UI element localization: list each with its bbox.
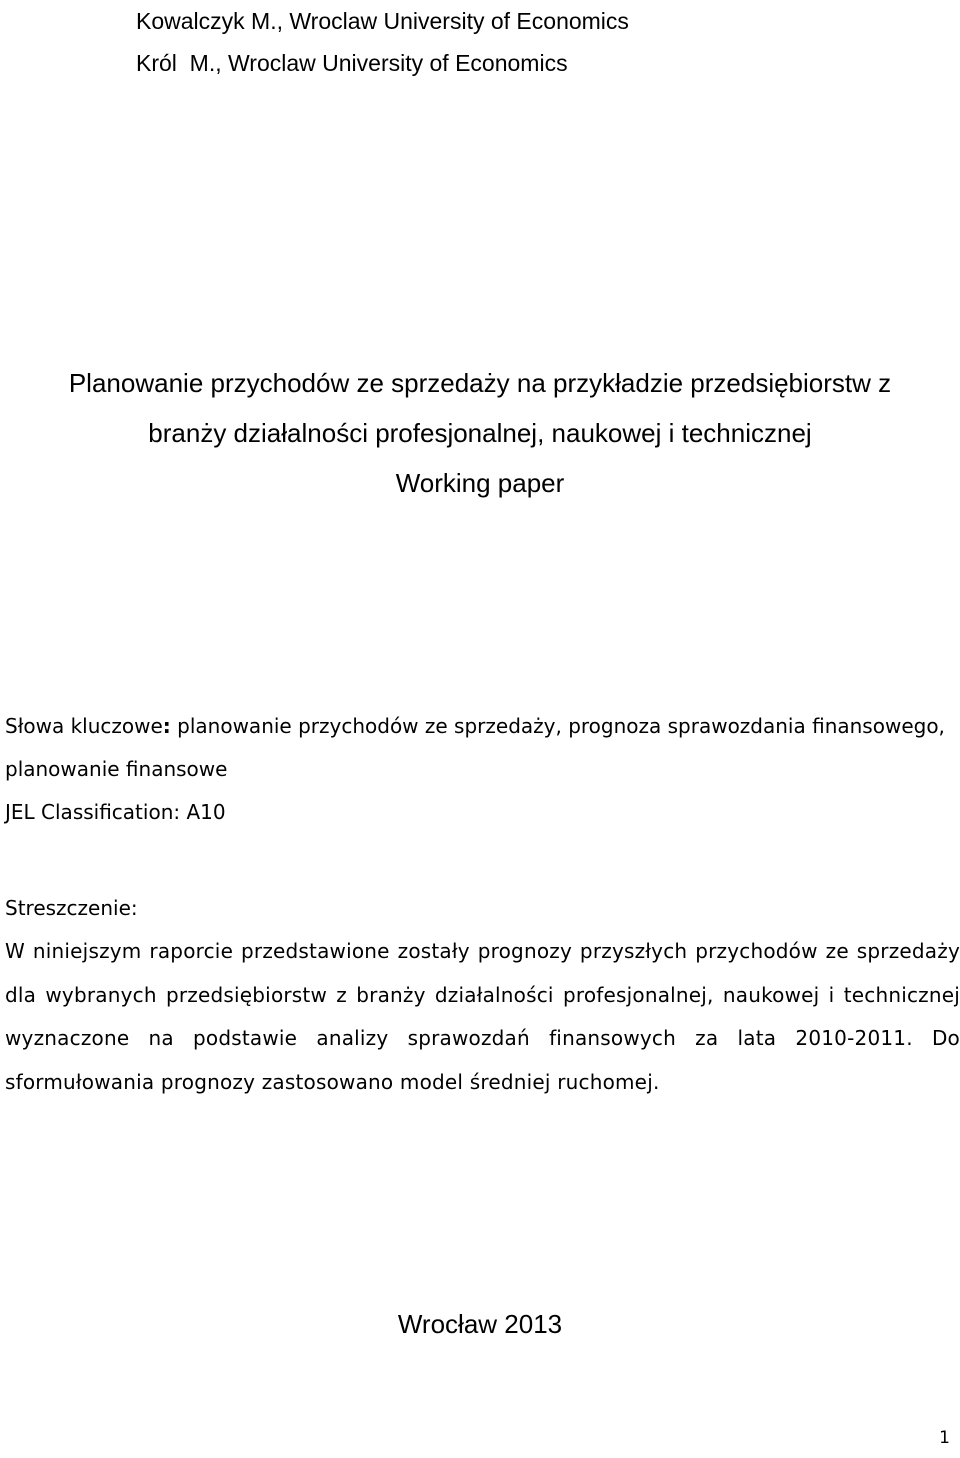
abstract-heading: Streszczenie: <box>5 896 138 920</box>
author-2: Król M., Wroclaw University of Economics <box>136 50 568 76</box>
title-block <box>0 358 960 508</box>
jel-classification: JEL Classification: A10 <box>5 800 226 824</box>
place-year: Wrocław 2013 <box>397 1309 563 1339</box>
title-line-1: Planowanie przychodów ze sprzedaży na przykładzie przedsiębiorstw z <box>68 368 892 398</box>
subtitle: Working paper <box>395 468 565 498</box>
keywords <box>5 705 955 791</box>
page-number: 1 <box>939 1428 950 1448</box>
author-1: Kowalczyk M., Wroclaw University of Economics <box>136 8 629 34</box>
keywords-text: planowanie przychodów ze sprzedaży, prognoza sprawozdania finansowego, planowanie finansowe <box>5 714 945 781</box>
keywords-colon: : <box>162 714 171 738</box>
keywords-block <box>5 705 955 834</box>
keywords-label: Słowa kluczowe <box>5 714 163 738</box>
authors-block <box>136 0 629 84</box>
title-line-2: branży działalności profesjonalnej, naukowej i technicznej <box>148 418 812 448</box>
abstract-body: W niniejszym raporcie przedstawione zostały prognozy przyszłych przychodów ze sprzedaży dla wybranych przedsiębiorstw z branży działalności profesjonalnej, naukowej i technicznej wyznaczone na podstawie analizy sprawozdań finansowych za lata 2010-2011. Do sformułowania prognozy zastosowano model średniej ruchomej. <box>5 939 960 1094</box>
